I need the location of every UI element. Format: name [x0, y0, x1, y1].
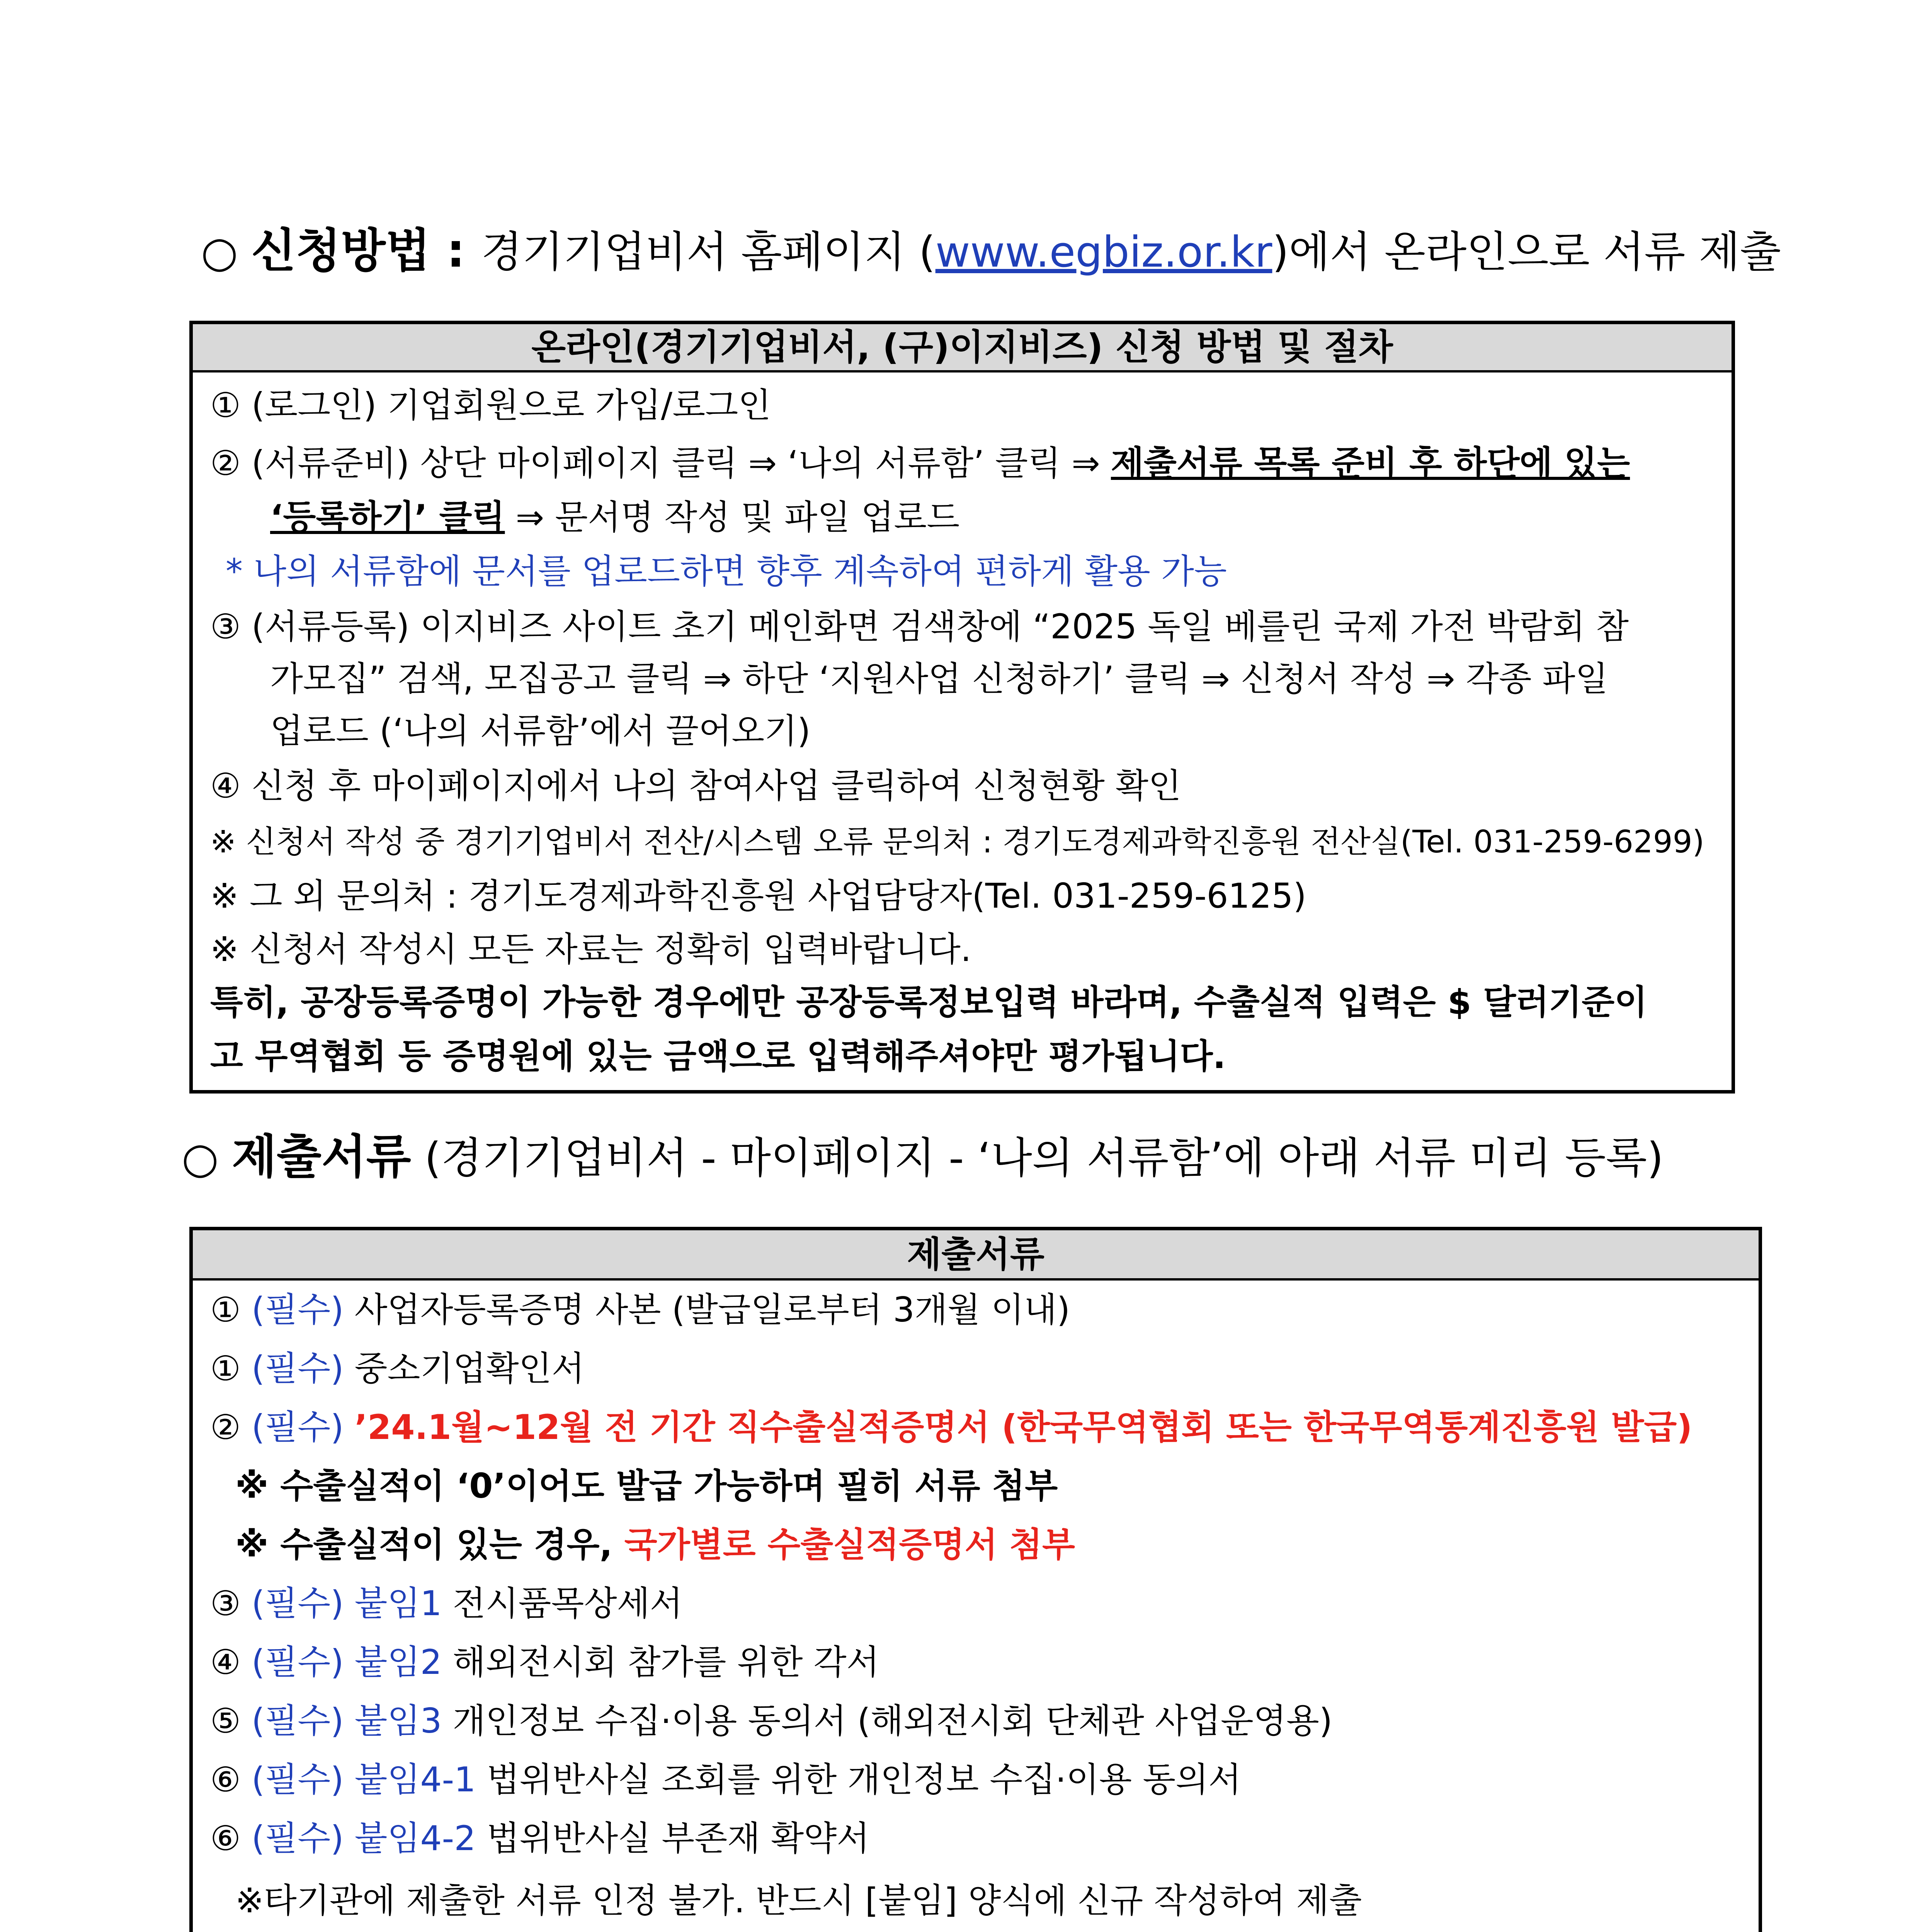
step-2-register-emphasis: ‘등록하기’ 클릭 — [270, 497, 505, 537]
online-procedure-header: 온라인(경기기업비서, (구)이지비즈) 신청 방법 및 절차 — [193, 324, 1732, 372]
item-text: 개인정보 수집·이용 동의서 (해외전시회 단체관 사업운영용) — [452, 1701, 1333, 1741]
item-text: 법위반사실 조회를 위한 개인정보 수집·이용 동의서 — [486, 1760, 1242, 1799]
documents-box — [189, 1227, 1762, 1932]
doc-item-export-certificate — [193, 1398, 1759, 1457]
item-text: 법위반사실 부존재 확약서 — [486, 1818, 870, 1858]
bold-note-line1: 특히, 공장등록증명이 가능한 경우에만 공장등록정보입력 바라며, 수출실적 입력은 $ 달러기준이 — [210, 982, 1648, 1022]
bold-note-line2: 고 무역협회 등 증명원에 있는 금액으로 입력해주셔야만 평가됩니다. — [210, 1036, 1226, 1076]
item-tag: (필수) — [251, 1290, 344, 1330]
online-procedure-box — [189, 321, 1735, 1094]
doc-note-country-export — [193, 1515, 1759, 1574]
item-number: ⑥ — [210, 1818, 241, 1858]
colon: : — [430, 224, 481, 278]
doc-item-attachment-4-1 — [193, 1750, 1759, 1809]
doc-note-zero-export: ※ 수출실적이 ‘0’이어도 발급 가능하며 필히 서류 첨부 — [235, 1466, 1058, 1506]
doc-item-attachment-3 — [193, 1692, 1759, 1750]
doc-item-attachment-2 — [193, 1633, 1759, 1692]
item-number: ② — [210, 1407, 241, 1447]
step-3-line2: 가모집” 검색, 모집공고 클릭 ⇒ 하단 ‘지원사업 신청하기’ 클릭 ⇒ 신청서 작성 ⇒ 각종 파일 — [270, 659, 1608, 699]
item-tag: (필수) — [251, 1349, 344, 1388]
doc-note-new-form: ※타기관에 제출한 서류 인정 불가. 반드시 [붙임] 양식에 신규 작성하여 제출 — [235, 1881, 1362, 1920]
step-2-line2 — [193, 492, 1732, 543]
step-3-line1: ③ (서류등록) 이지비즈 사이트 초기 메인화면 검색창에 “2025 독일 베를린 국제 가전 박람회 참 — [210, 607, 1629, 646]
step-2-text: ② (서류준비) 상단 마이페이지 클릭 ⇒ ‘나의 서류함’ 클릭 ⇒ — [210, 443, 1111, 483]
item-text: ’24.1월~12월 전 기간 직수출실적증명서 (한국무역협회 또는 한국무역통계진흥원 발급) — [354, 1407, 1692, 1447]
circle-bullet-icon: ○ — [201, 227, 238, 277]
item-text: 사업자등록증명 사본 (발급일로부터 3개월 이내) — [354, 1290, 1070, 1330]
circle-bullet-icon: ○ — [182, 1133, 219, 1183]
doc-item-business-registration — [193, 1281, 1759, 1339]
section-heading-documents — [182, 1128, 1664, 1187]
section-desc: (경기기업비서 - 마이페이지 - ‘나의 서류함’에 아래 서류 미리 등록) — [411, 1133, 1664, 1183]
doc-item-sme-certificate — [193, 1339, 1759, 1398]
item-number: ① — [210, 1349, 241, 1388]
item-number: ⑤ — [210, 1701, 241, 1741]
item-tag: (필수) 붙임2 — [251, 1642, 442, 1682]
item-text: 전시품목상세서 — [452, 1583, 683, 1623]
item-number: ⑥ — [210, 1760, 241, 1799]
doc-item-attachment-4-2 — [193, 1809, 1759, 1868]
item-number: ① — [210, 1290, 241, 1330]
step-3-line3: 업로드 (‘나의 서류함’에서 끌어오기) — [270, 711, 811, 751]
note-text: ※ 수출실적이 있는 경우, — [235, 1525, 624, 1565]
item-number: ③ — [210, 1583, 241, 1623]
step-2-emphasis: 제출서류 목록 준비 후 하단에 있는 — [1111, 443, 1630, 483]
step-2-line1 — [193, 434, 1732, 492]
doc-item-attachment-1 — [193, 1574, 1759, 1633]
my-docs-note: * 나의 서류함에 문서를 업로드하면 향후 계속하여 편하게 활용 가능 — [226, 551, 1227, 591]
item-text: 해외전시회 참가를 위한 각서 — [452, 1642, 879, 1682]
item-tag: (필수) 붙임3 — [251, 1701, 442, 1741]
item-tag: (필수) 붙임1 — [251, 1583, 442, 1623]
documents-header: 제출서류 — [193, 1230, 1759, 1281]
note-accurate-input: ※ 신청서 작성시 모든 자료는 정확히 입력바랍니다. — [210, 929, 971, 969]
section-desc-before: 경기기업비서 홈페이지 ( — [481, 227, 936, 277]
item-number: ④ — [210, 1642, 241, 1682]
step-1: ① (로그인) 기업회원으로 가입/로그인 — [210, 385, 771, 425]
section-title: 신청방법 — [251, 224, 430, 278]
egbiz-link[interactable]: www.egbiz.or.kr — [935, 227, 1272, 277]
item-tag: (필수) 붙임4-2 — [251, 1818, 476, 1858]
note-system-contact: ※ 신청서 작성 중 경기기업비서 전산/시스템 오류 문의처 : 경기도경제과학진흥원 전산실(Tel. 031-259-6299) — [210, 824, 1704, 860]
note-other-contact: ※ 그 외 문의처 : 경기도경제과학진흥원 사업담당자(Tel. 031-259-6125) — [210, 876, 1306, 916]
note-emphasis: 국가별로 수출실적증명서 첨부 — [624, 1525, 1075, 1565]
step-2-text-2: ⇒ 문서명 작성 및 파일 업로드 — [505, 497, 960, 537]
section-desc-after: )에서 온라인으로 서류 제출 — [1272, 227, 1781, 277]
item-tag: (필수) — [251, 1407, 344, 1447]
section-title: 제출서류 — [232, 1130, 411, 1184]
item-text: 중소기업확인서 — [354, 1349, 585, 1388]
step-4: ④ 신청 후 마이페이지에서 나의 참여사업 클릭하여 신청현황 확인 — [210, 766, 1181, 806]
section-heading-apply-method — [201, 222, 1781, 281]
item-tag: (필수) 붙임4-1 — [251, 1760, 476, 1799]
